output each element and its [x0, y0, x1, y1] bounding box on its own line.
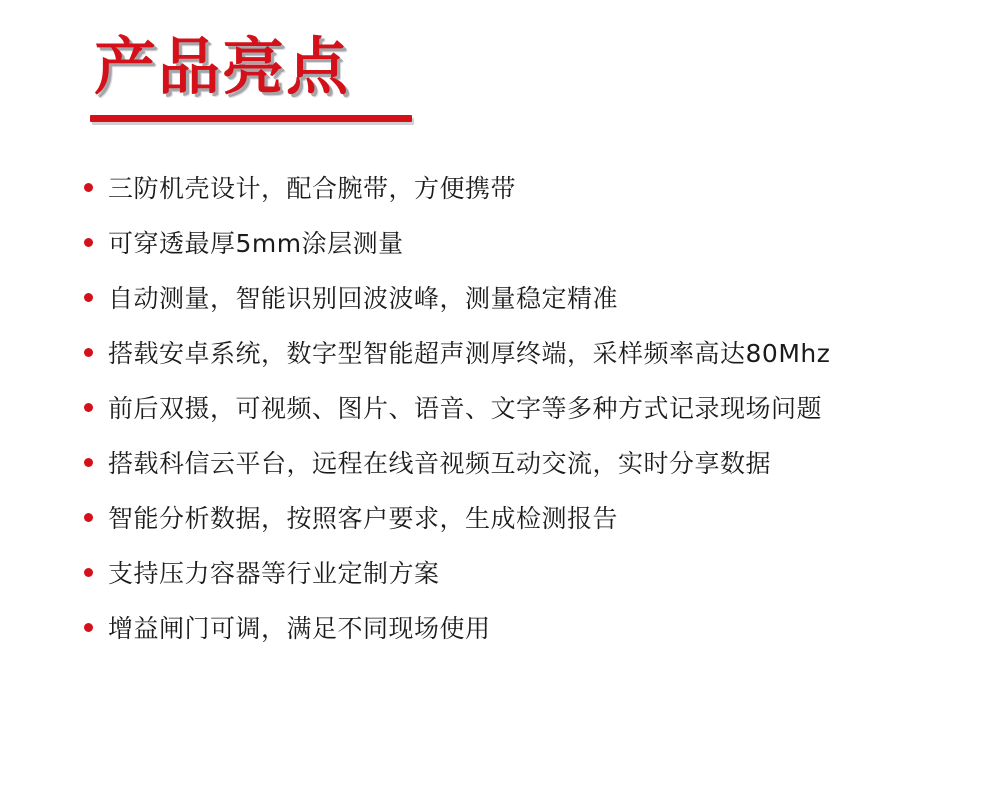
list-item-label: 搭载安卓系统，数字型智能超声测厚终端，采样频率高达80Mhz	[108, 339, 831, 368]
list-item	[78, 392, 960, 426]
bullet-dot-icon	[84, 293, 93, 302]
page-title: 产品亮点	[94, 30, 351, 103]
list-item	[78, 612, 960, 646]
bullet-dot-icon	[84, 458, 93, 467]
list-item	[78, 337, 960, 371]
bullet-dot-icon	[84, 623, 93, 632]
list-item	[78, 172, 960, 206]
title-block	[90, 30, 430, 122]
list-item-label: 自动测量，智能识别回波波峰，测量稳定精准	[108, 284, 619, 313]
bullet-dot-icon	[84, 183, 93, 192]
highlights-list	[78, 172, 960, 667]
bullet-dot-icon	[84, 403, 93, 412]
list-item	[78, 557, 960, 591]
list-item	[78, 447, 960, 481]
title-underline-rule	[90, 115, 412, 122]
bullet-dot-icon	[84, 513, 93, 522]
list-item-label: 支持压力容器等行业定制方案	[108, 559, 440, 588]
bullet-dot-icon	[84, 568, 93, 577]
list-item-label: 三防机壳设计，配合腕带，方便携带	[108, 174, 517, 203]
list-item-label: 增益闸门可调，满足不同现场使用	[108, 614, 491, 643]
list-item-label: 智能分析数据，按照客户要求，生成检测报告	[108, 504, 619, 533]
list-item-label: 可穿透最厚5mm涂层测量	[108, 229, 404, 258]
bullet-dot-icon	[84, 348, 93, 357]
list-item-label: 搭载科信云平台，远程在线音视频互动交流，实时分享数据	[108, 449, 772, 478]
bullet-dot-icon	[84, 238, 93, 247]
list-item	[78, 282, 960, 316]
list-item	[78, 502, 960, 536]
list-item-label: 前后双摄，可视频、图片、语音、文字等多种方式记录现场问题	[108, 394, 823, 423]
list-item	[78, 227, 960, 261]
